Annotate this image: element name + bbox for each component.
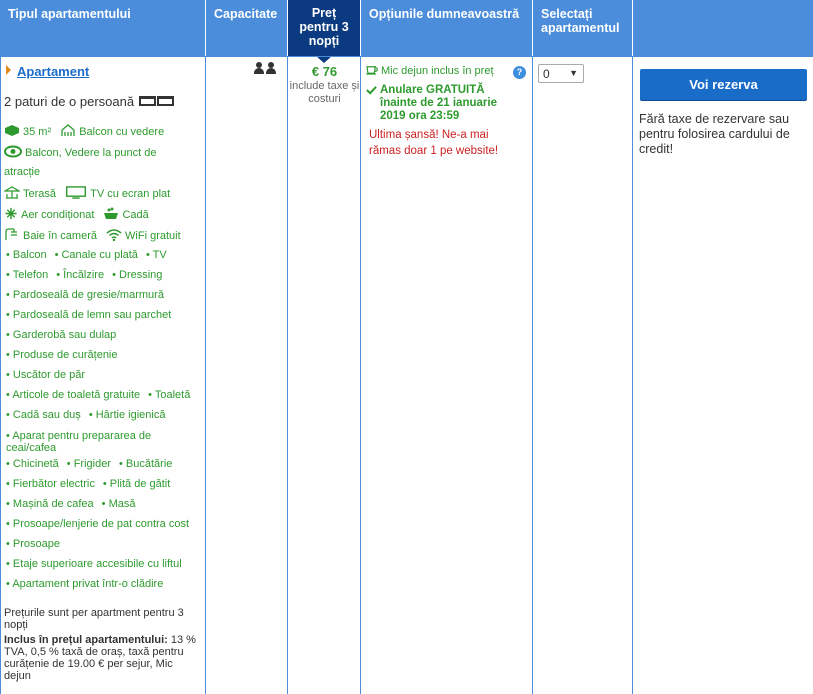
amenity-row [6,558,190,570]
amenity-item: • Produse de curățenie [6,349,118,361]
area-icon [4,124,20,137]
person-icon [254,62,264,74]
check-icon [366,85,377,95]
amenity-item: • Plită de gătit [103,478,170,490]
capacity-persons [254,62,278,77]
amenity-item: • Prosoape [6,538,60,550]
feature-row [4,124,164,138]
feature-bathroom: Baie în cameră [23,230,97,242]
feature-view-cont: atracție [4,166,41,178]
amenity-row [6,249,175,261]
terrace-icon [4,186,20,199]
expand-arrow-icon [6,65,11,75]
help-icon[interactable]: ? [513,66,526,79]
breakfast-text: Mic dejun inclus în preț [381,65,494,77]
amenity-row [6,349,126,361]
amenity-row [6,329,124,341]
amenity-row [6,309,179,321]
amenity-item: • Etaje superioare accesibile cu liftul [6,558,182,570]
dropdown-arrow-icon: ▼ [569,68,578,78]
wifi-icon [106,228,122,241]
amenity-item-cont: ceai/cafea [6,442,57,454]
amenity-item: • Telefon [6,269,48,281]
price-value: € 76 [311,64,338,79]
last-chance-text: Ultima șansă! Ne-a mai rămas doar 1 pe website! [369,129,499,157]
feature-ac: Aer condiționat [21,209,95,221]
feature-row [4,166,40,178]
amenity-row [6,478,178,490]
bed-text: 2 paturi de o persoană [4,94,135,109]
header-room-type: Tipul apartamentului [0,0,206,56]
amenity-item: • Încălzire [56,269,104,281]
header-select: Selectați apartamentul [533,0,633,56]
header-capacity: Capacitate [206,0,288,56]
booking-note: Fără taxe de rezervare sau pentru folosirea cardului de credit! [639,112,790,156]
amenity-item: • Prosoape/lenjerie de pat contra cost [6,518,189,530]
tv-icon [65,186,87,199]
balcony-icon [60,124,76,137]
amenity-item: • Pardoseală de lemn sau parchet [6,309,171,321]
person-icon [266,62,276,74]
amenity-item: • TV [146,249,167,261]
amenity-item: • Aparat pentru prepararea de [6,430,151,442]
price-subtext: include taxe și costuri [289,80,360,105]
bed-info [4,94,174,109]
amenity-row [6,409,173,421]
free-cancel-text: Anulare GRATUITĂ înainte de 21 ianuarie 2019 ora 23:59 [380,84,497,122]
feature-view: Balcon, Vedere la punct de [25,147,157,159]
apartment-quantity-select[interactable] [538,64,584,83]
amenity-row [6,430,159,454]
snowflake-icon [4,207,18,220]
feature-row [4,207,149,221]
shower-icon [4,228,20,241]
amenity-row [6,458,180,470]
amenity-row [6,369,93,381]
amenity-row [6,269,170,281]
amenity-row [6,389,198,401]
room-name[interactable]: Apartament [17,64,90,79]
column-capacity [206,56,288,694]
amenity-item: • Bucătărie [119,458,172,470]
room-name-link[interactable] [6,64,89,79]
amenity-row [6,518,197,530]
amenity-item: • Chicinetă [6,458,59,470]
bed-icon [139,96,156,106]
free-cancel-option [366,84,520,123]
bed-icon [157,96,174,106]
amenity-item: • Cadă sau duș [6,409,81,421]
amenity-row [6,498,143,510]
amenity-item: • Garderobă sau dulap [6,329,116,341]
amenity-row [6,289,172,301]
coffee-cup-icon [366,64,379,75]
eye-icon [4,145,22,158]
feature-terrace: Terasă [23,188,57,200]
header-options: Opțiunile dumneavoastră [361,0,533,56]
header-price: Preț pentru 3 nopți [288,0,361,56]
amenity-item: • Toaletă [148,389,190,401]
included-note [4,634,202,682]
feature-row [4,228,181,242]
amenity-item: • Frigider [67,458,111,470]
amenity-item: • Canale cu plată [55,249,138,261]
included-label: Inclus în prețul apartamentului: [4,634,168,646]
select-value: 0 [543,67,550,81]
amenity-item: • Dressing [112,269,162,281]
amenity-item: • Hârtie igienică [89,409,166,421]
amenity-item: • Apartament privat într-o clădire [6,578,163,590]
feature-row [4,186,170,200]
amenity-item: • Masă [102,498,136,510]
book-button[interactable]: Voi rezerva [640,69,807,100]
feature-bathtub: Cadă [122,209,149,221]
feature-row [4,145,156,159]
price-note: Prețurile sunt per apartment pentru 3 nopți [4,607,184,631]
column-select [533,56,633,694]
amenity-item: • Mașină de cafea [6,498,94,510]
included-text: 13 % TVA, 0,5 % taxă de oraș, taxă pentru curățenie de 19.00 € per sejur, Mic dejun [4,634,196,682]
feature-tv: TV cu ecran plat [90,188,171,200]
bathtub-icon [103,207,119,220]
column-price [288,56,361,694]
amenity-row [6,578,171,590]
amenity-row [6,538,68,550]
feature-area: 35 m² [23,126,52,138]
amenity-item: • Fierbător electric [6,478,95,490]
breakfast-option [366,64,494,77]
feature-wifi: WiFi gratuit [125,230,181,242]
amenity-item: • Uscător de păr [6,369,85,381]
feature-balcony-view: Balcon cu vedere [79,126,165,138]
amenity-item: • Balcon [6,249,47,261]
amenity-item: • Pardoseală de gresie/marmură [6,289,164,301]
header-book [633,0,813,56]
amenity-item: • Articole de toaletă gratuite [6,389,140,401]
